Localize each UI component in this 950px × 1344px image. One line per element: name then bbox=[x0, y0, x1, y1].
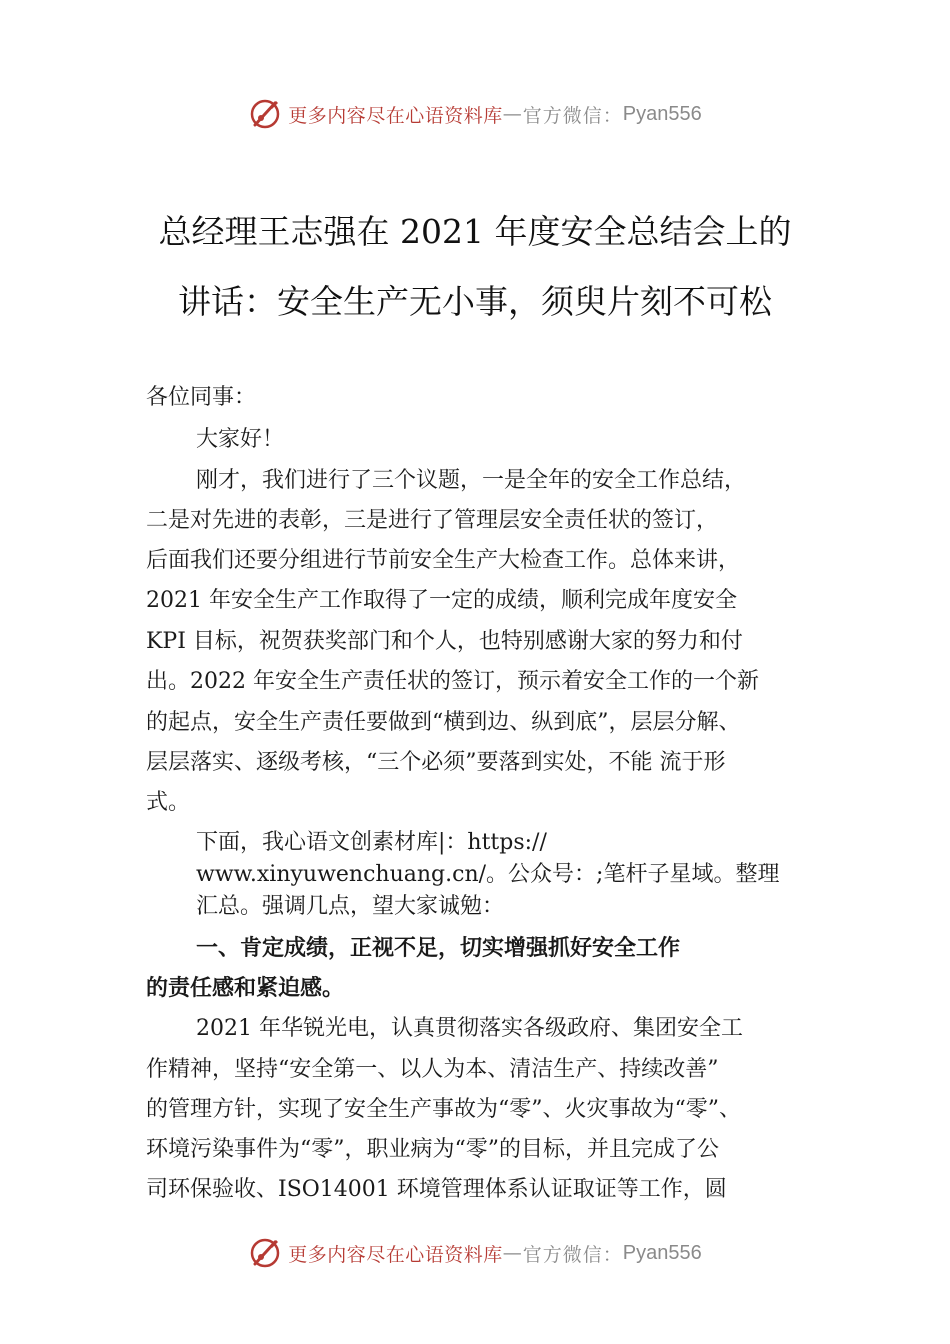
paragraph-line: 下面，我心语文创素材库|：https:// bbox=[196, 830, 547, 855]
banner-wechat-handle: Pyan556 bbox=[622, 1241, 702, 1264]
paragraph-line: 2021 年华锐光电，认真贯彻落实各级政府、集团安全工 bbox=[196, 1016, 743, 1041]
paragraph-line: 司环保验收、ISO14001 环境管理体系认证取证等工作，圆 bbox=[146, 1177, 727, 1202]
banner-separator: — bbox=[502, 1242, 523, 1264]
section-heading-line-1: 一、肯定成绩，正视不足，切实增强抓好安全工作 bbox=[196, 936, 681, 961]
banner-separator: — bbox=[502, 103, 523, 125]
banner-site-text: 更多内容尽在心语资料库 bbox=[288, 104, 503, 127]
paragraph-line: 后面我们还要分组进行节前安全生产大检查工作。总体来讲， bbox=[146, 548, 741, 573]
paragraph-line: 刚才，我们进行了三个议题，一是全年的安全工作总结， bbox=[196, 468, 747, 493]
pen-logo-icon bbox=[248, 1236, 282, 1270]
paragraph-line: 层层落实、逐级考核，“三个必须”要落到实处，不能 流于形 bbox=[146, 750, 726, 775]
paragraph-line: 式。 bbox=[146, 790, 191, 815]
paragraph-line: www.xinyuwenchuang.cn/。公众号：;笔杆子星域。整理 bbox=[196, 862, 780, 887]
header-banner bbox=[0, 94, 950, 134]
paragraph-line: 的起点，安全生产责任要做到“横到边、纵到底”，层层分解、 bbox=[146, 710, 741, 735]
banner-site-text: 更多内容尽在心语资料库 bbox=[288, 1243, 503, 1266]
document-title-line-1: 总经理王志强在 2021 年度安全总结会上的 bbox=[158, 212, 792, 251]
greeting: 大家好！ bbox=[196, 427, 285, 452]
paragraph-line: 出。2022 年安全生产责任状的签订，预示着安全工作的一个新 bbox=[146, 669, 759, 694]
paragraph-line: 的管理方针，实现了安全生产事故为“零”、火灾事故为“零”、 bbox=[146, 1097, 741, 1122]
banner-wechat-label: 官方微信： bbox=[522, 1243, 623, 1266]
paragraph-line: 二是对先进的表彰，三是进行了管理层安全责任状的签订， bbox=[146, 508, 719, 533]
paragraph-line: 汇总。强调几点，望大家诚勉： bbox=[196, 894, 505, 919]
pen-logo-icon bbox=[248, 97, 282, 131]
paragraph-line: 2021 年安全生产工作取得了一定的成绩，顺利完成年度安全 bbox=[146, 588, 737, 613]
banner-wechat-handle: Pyan556 bbox=[622, 102, 702, 125]
salutation: 各位同事： bbox=[146, 385, 257, 410]
section-heading-line-2: 的责任感和紧迫感。 bbox=[146, 976, 345, 1001]
document-title-line-2: 讲话：安全生产无小事，须臾片刻不可松 bbox=[178, 282, 772, 321]
banner-wechat-label: 官方微信： bbox=[522, 104, 623, 127]
footer-banner bbox=[0, 1233, 950, 1273]
paragraph-line: 作精神，坚持“安全第一、以人为本、清洁生产、持续改善” bbox=[146, 1057, 719, 1082]
paragraph-line: 环境污染事件为“零”，职业病为“零”的目标，并且完成了公 bbox=[146, 1137, 719, 1162]
paragraph-line: KPI 目标，祝贺获奖部门和个人，也特别感谢大家的努力和付 bbox=[146, 629, 743, 654]
